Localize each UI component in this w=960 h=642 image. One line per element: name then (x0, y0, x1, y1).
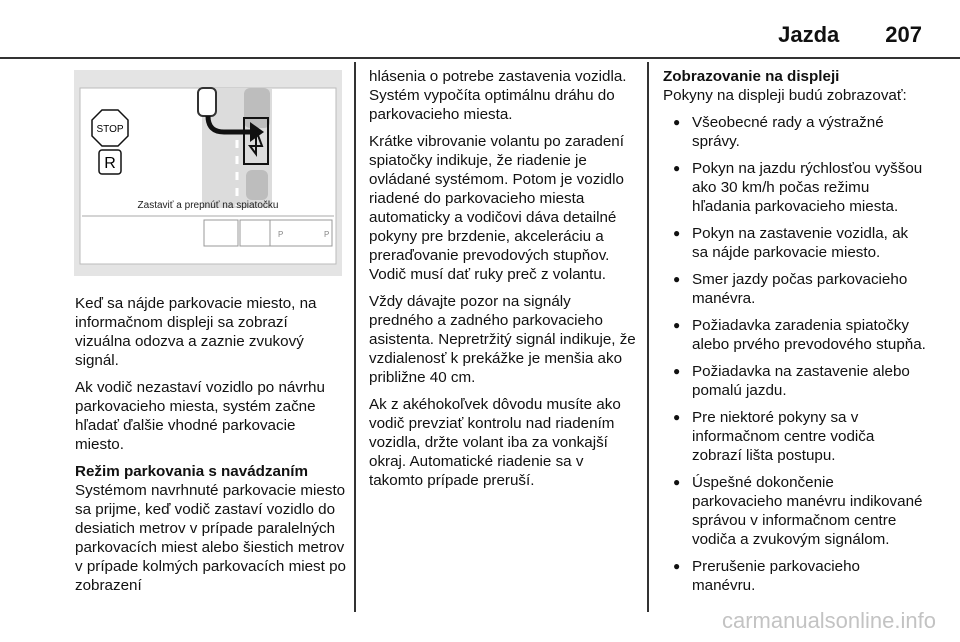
list-item: ● Pokyn na jazdu rýchlosťou vyššou ako 30 km/h počas režimu hľadania parkovacieho miesta. (663, 159, 927, 216)
svg-text:P: P (324, 230, 330, 239)
reverse-label: R (104, 155, 116, 172)
paragraph: Keď sa nájde parkovacie miesto, na informačnom displeji sa zobrazí vizuálna odozva a zaznie zvukový signál. (75, 295, 317, 369)
stop-label: STOP (96, 124, 124, 135)
parked-car-icon (246, 170, 268, 200)
paragraph: Ak z akéhokoľvek dôvodu musíte ako vodič prevziať kontrolu nad riadením vozidla, držte volant iba za vonkajší okraj. Automatické riadenie sa v takomto prípade preruší. (369, 396, 621, 489)
list-item: ● Pre niektoré pokyny sa v informačnom centre vodiča zobrazí lišta postupu. (663, 408, 927, 465)
list-item: ● Požiadavka zaradenia spiatočky alebo prvého prevodového stupňa. (663, 316, 927, 354)
left-column (75, 294, 347, 603)
watermark: carmanualsonline.info (721, 608, 936, 633)
parking-display-illustration (74, 70, 342, 276)
intro-text: Pokyny na displeji budú zobrazovať: (663, 87, 907, 104)
parked-car-icon (244, 88, 270, 128)
own-car-icon (198, 88, 216, 116)
parking-display-figure (74, 70, 342, 276)
middle-column (369, 67, 637, 498)
figure-caption: Zastaviť a prepnúť na spiatočku (137, 200, 279, 211)
paragraph: Systémom navrhnuté parkovacie miesto sa prijme, keď vodič zastaví vozidlo do desiatich metrov v prípade paralelných parkovacích miest alebo šiestich metrov v prípade kolmých parkovacích miest po zobrazení (75, 482, 346, 594)
header-rule (0, 57, 960, 59)
paragraph: hlásenia o potrebe zastavenia vozidla. Systém vypočíta optimálnu dráhu do parkovacieho miesta. (369, 68, 627, 123)
list-item: ● Smer jazdy počas parkovacieho manévra. (663, 270, 927, 308)
page-header (778, 22, 922, 48)
list-item: ● Pokyn na zastavenie vozidla, ak sa nájde parkovacie miesto. (663, 224, 927, 262)
column-divider-1 (354, 62, 356, 612)
paragraph: Vždy dávajte pozor na signály predného a zadného parkovacieho asistenta. Nepretržitý signál indikuje, že vzdialenosť k prekážke je menšia ako približne 40 cm. (369, 293, 636, 386)
page-number: 207 (885, 22, 922, 47)
instruction-list (663, 113, 927, 595)
column-divider-2 (647, 62, 649, 612)
section-heading: Zobrazovanie na displeji (663, 68, 840, 85)
paragraph: Krátke vibrovanie volantu po zaradení spiatočky indikuje, že riadenie je ovládané systémom. Potom je vozidlo riadené do parkovacieho miesta automaticky a vodičovi dáva detailné pokyny pre brzdenie, akceleráciu a preraďovanie prevodových stupňov. Vodič musí dať ruky preč z volantu. (369, 133, 624, 283)
paragraph: Ak vodič nezastaví vozidlo po návrhu parkovacieho miesta, systém začne hľadať ďalšie vhodné parkovacie miesto. (75, 379, 325, 453)
list-item: ● Požiadavka na zastavenie alebo pomalú jazdu. (663, 362, 927, 400)
section-heading: Režim parkovania s navádzaním (75, 463, 308, 480)
list-item: ● Úspešné dokončenie parkovacieho manévru indikované správou v informačnom centre vodiča a zvukovým signálom. (663, 473, 927, 549)
list-item: ● Prerušenie parkovacieho manévru. (663, 557, 927, 595)
right-column (663, 67, 927, 603)
svg-text:P: P (278, 230, 284, 239)
section-title: Jazda (778, 22, 840, 47)
list-item: ● Všeobecné rady a výstražné správy. (663, 113, 927, 151)
